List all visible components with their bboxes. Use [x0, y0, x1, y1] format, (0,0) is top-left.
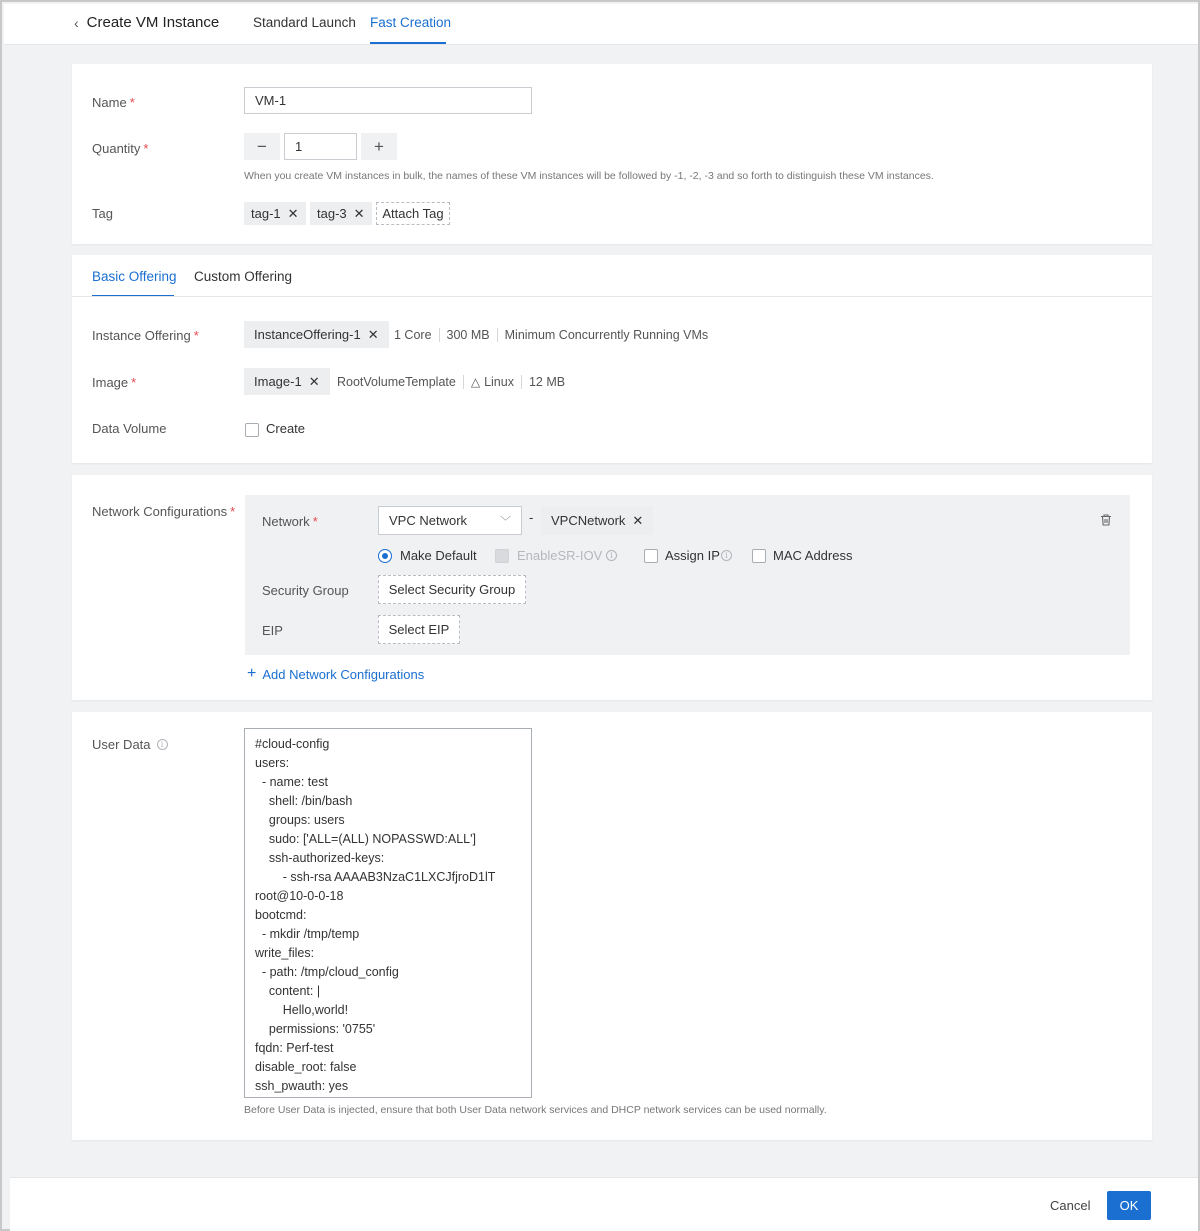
user-data-textarea[interactable]: #cloud-config users: - name: test shell: /bin/bash groups: users sudo: ['ALL=(ALL) NOPASSWD:ALL'] ssh-authorized-keys: - ssh-rsa AAAAB3NzaC1LXCJfjroD1lT root@10-0-0-18 bootcmd: - mkdir /tmp/temp write_files: - path: /tmp/cloud_config content: | Hello,world! permissions: '0755' fqdn: Perf-test disable_root: false ssh_pwauth: yes	[244, 728, 532, 1098]
close-icon[interactable]: ✕	[308, 373, 320, 389]
page-header	[4, 4, 1198, 45]
instance-offering-chip	[244, 321, 389, 348]
close-icon[interactable]: ✕	[367, 326, 379, 342]
security-group-label: Security Group	[262, 583, 349, 598]
network-card	[72, 475, 1152, 700]
cpu-count: 1 Core	[394, 328, 432, 342]
quantity-input[interactable]: 1	[284, 133, 357, 160]
tab-basic-offering[interactable]: Basic Offering	[92, 269, 177, 284]
network-type-select[interactable]	[378, 506, 522, 535]
divider	[72, 296, 1152, 297]
tab-custom-offering[interactable]: Custom Offering	[194, 269, 293, 284]
info-icon[interactable]: i	[157, 739, 168, 750]
back-button[interactable]	[74, 14, 219, 31]
close-icon[interactable]: ✕	[353, 205, 365, 221]
chevron-left-icon: ‹	[74, 14, 79, 31]
assign-ip-label: Assign IP	[665, 548, 720, 563]
plus-icon: +	[247, 665, 257, 682]
memory-size: 300 MB	[446, 328, 490, 342]
make-default-radio[interactable]	[378, 549, 392, 563]
basic-info-card	[72, 64, 1152, 244]
enable-sriov-checkbox	[495, 549, 509, 563]
active-tab-indicator	[370, 42, 446, 44]
page-title: Create VM Instance	[86, 14, 220, 31]
quantity-increment-button[interactable]: +	[361, 133, 397, 160]
tag-chip-label: tag-1	[251, 206, 281, 221]
network-configurations-label: Network Configurations *	[92, 504, 236, 519]
offering-card	[72, 255, 1152, 463]
close-icon[interactable]: ✕	[287, 205, 299, 221]
network-chip	[541, 506, 653, 535]
quantity-decrement-button[interactable]: −	[244, 133, 280, 160]
instance-offering-meta	[394, 328, 708, 342]
create-data-volume-label: Create	[266, 421, 306, 436]
image-chip	[244, 368, 330, 395]
mac-address-label: MAC Address	[773, 548, 853, 563]
instance-offering-label: Instance Offering *	[92, 328, 199, 343]
add-network-label: Add Network Configurations	[262, 666, 425, 682]
linux-icon: △	[470, 375, 481, 389]
trash-icon[interactable]	[1099, 513, 1113, 527]
name-label: Name *	[92, 95, 135, 110]
close-icon[interactable]: ✕	[632, 512, 644, 528]
user-data-label-group	[92, 737, 168, 752]
quantity-hint: When you create VM instances in bulk, the names of these VM instances will be followed by -1, -2, -3 and so forth to distinguish these VM instances.	[244, 170, 934, 182]
network-label: Network *	[262, 514, 318, 529]
info-icon[interactable]: i	[721, 550, 732, 561]
attach-tag-button[interactable]: Attach Tag	[376, 202, 450, 225]
ok-button[interactable]: OK	[1107, 1191, 1151, 1220]
network-type-value: VPC Network	[389, 513, 468, 528]
tag-label: Tag	[92, 206, 113, 221]
tab-fast-creation[interactable]: Fast Creation	[370, 15, 452, 30]
tab-standard-launch[interactable]: Standard Launch	[253, 15, 356, 30]
image-size: 12 MB	[528, 375, 566, 389]
image-os: Linux	[484, 375, 514, 389]
enable-sriov-label: EnableSR-IOV	[517, 548, 603, 563]
select-eip-button[interactable]: Select EIP	[378, 615, 460, 644]
assign-ip-checkbox[interactable]	[644, 549, 658, 563]
image-type: RootVolumeTemplate	[337, 375, 456, 389]
make-default-label: Make Default	[400, 548, 477, 563]
create-data-volume-checkbox[interactable]	[245, 423, 259, 437]
info-icon[interactable]: i	[606, 550, 617, 561]
image-value: Image-1	[254, 374, 302, 389]
name-input[interactable]: VM-1	[244, 87, 532, 114]
add-network-configurations-button[interactable]	[247, 665, 424, 683]
cancel-button[interactable]: Cancel	[1050, 1198, 1091, 1213]
network-value: VPCNetwork	[551, 513, 626, 528]
select-security-group-button[interactable]: Select Security Group	[378, 575, 526, 604]
footer-bar	[10, 1177, 1198, 1231]
offering-type: Minimum Concurrently Running VMs	[504, 328, 709, 342]
image-meta	[337, 375, 565, 389]
image-label: Image *	[92, 375, 137, 390]
user-data-card	[72, 712, 1152, 1140]
tag-chip	[244, 202, 306, 225]
network-separator: -	[529, 510, 534, 525]
instance-offering-value: InstanceOffering-1	[254, 327, 361, 342]
user-data-hint: Before User Data is injected, ensure that both User Data network services and DHCP network services can be used normally.	[244, 1104, 827, 1116]
tag-chip-label: tag-3	[317, 206, 347, 221]
tag-chip	[310, 202, 372, 225]
quantity-label: Quantity *	[92, 141, 149, 156]
user-data-label: User Data	[92, 737, 151, 752]
data-volume-label: Data Volume	[92, 421, 167, 436]
eip-label: EIP	[262, 623, 283, 638]
network-config-panel	[245, 495, 1130, 655]
mac-address-checkbox[interactable]	[752, 549, 766, 563]
chevron-down-icon: ﹀	[500, 515, 511, 528]
